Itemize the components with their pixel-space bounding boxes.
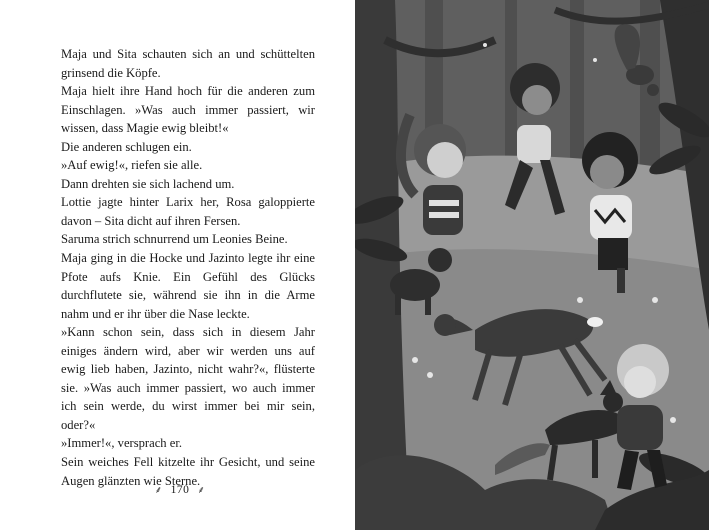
right-ornament-icon: ⸙ [197,485,206,496]
illustration [355,0,709,530]
page-number-line [140,482,220,496]
paragraph: Maja und Sita schauten sich an und schüttelten grinsend die Köpfe. [61,47,315,80]
paragraph: Sein weiches Fell kitzelte ihr Gesicht, und seine Augen glänzten wie Sterne. [61,455,315,488]
paragraph: »Immer!«, versprach er. [61,436,182,451]
paragraph: Die anderen schlugen ein. [61,139,192,154]
forest-scene-image [355,0,709,530]
paragraph: »Kann schon sein, dass sich in diesem Jahr einiges ändern wird, aber wir werden uns auf ewig lieb haben, Jazinto, nicht wahr?«, flüsterte sie. »Was auch immer passiert, wo auch immer ich sein werde, du wirst immer bei mir sein, oder?« [61,325,315,432]
page-number: 170 [170,484,190,496]
paragraph: »Auf ewig!«, riefen sie alle. [61,158,203,173]
paragraph: Saruma strich schnurrend um Leonies Beine. [61,232,288,247]
paragraph: Dann drehten sie sich lachend um. [61,176,235,191]
paragraph: Lottie jagte hinter Larix her, Rosa galoppierte davon – Sita dicht auf ihren Fersen. [61,195,315,228]
left-ornament-icon: ⸙ [154,485,163,496]
story-text [61,45,315,490]
paragraph: Maja hielt ihre Hand hoch für die anderen zum Einschlagen. »Was auch immer passiert, wir wissen, dass Magie ewig bleibt!« [61,84,315,136]
paragraph: Maja ging in die Hocke und Jazinto legte ihr eine Pfote aufs Knie. Ein Gefühl des Glücks durchflutete sie, während sie ihn in die Arme nahm und er ihr über die Nase leckte. [61,251,315,321]
